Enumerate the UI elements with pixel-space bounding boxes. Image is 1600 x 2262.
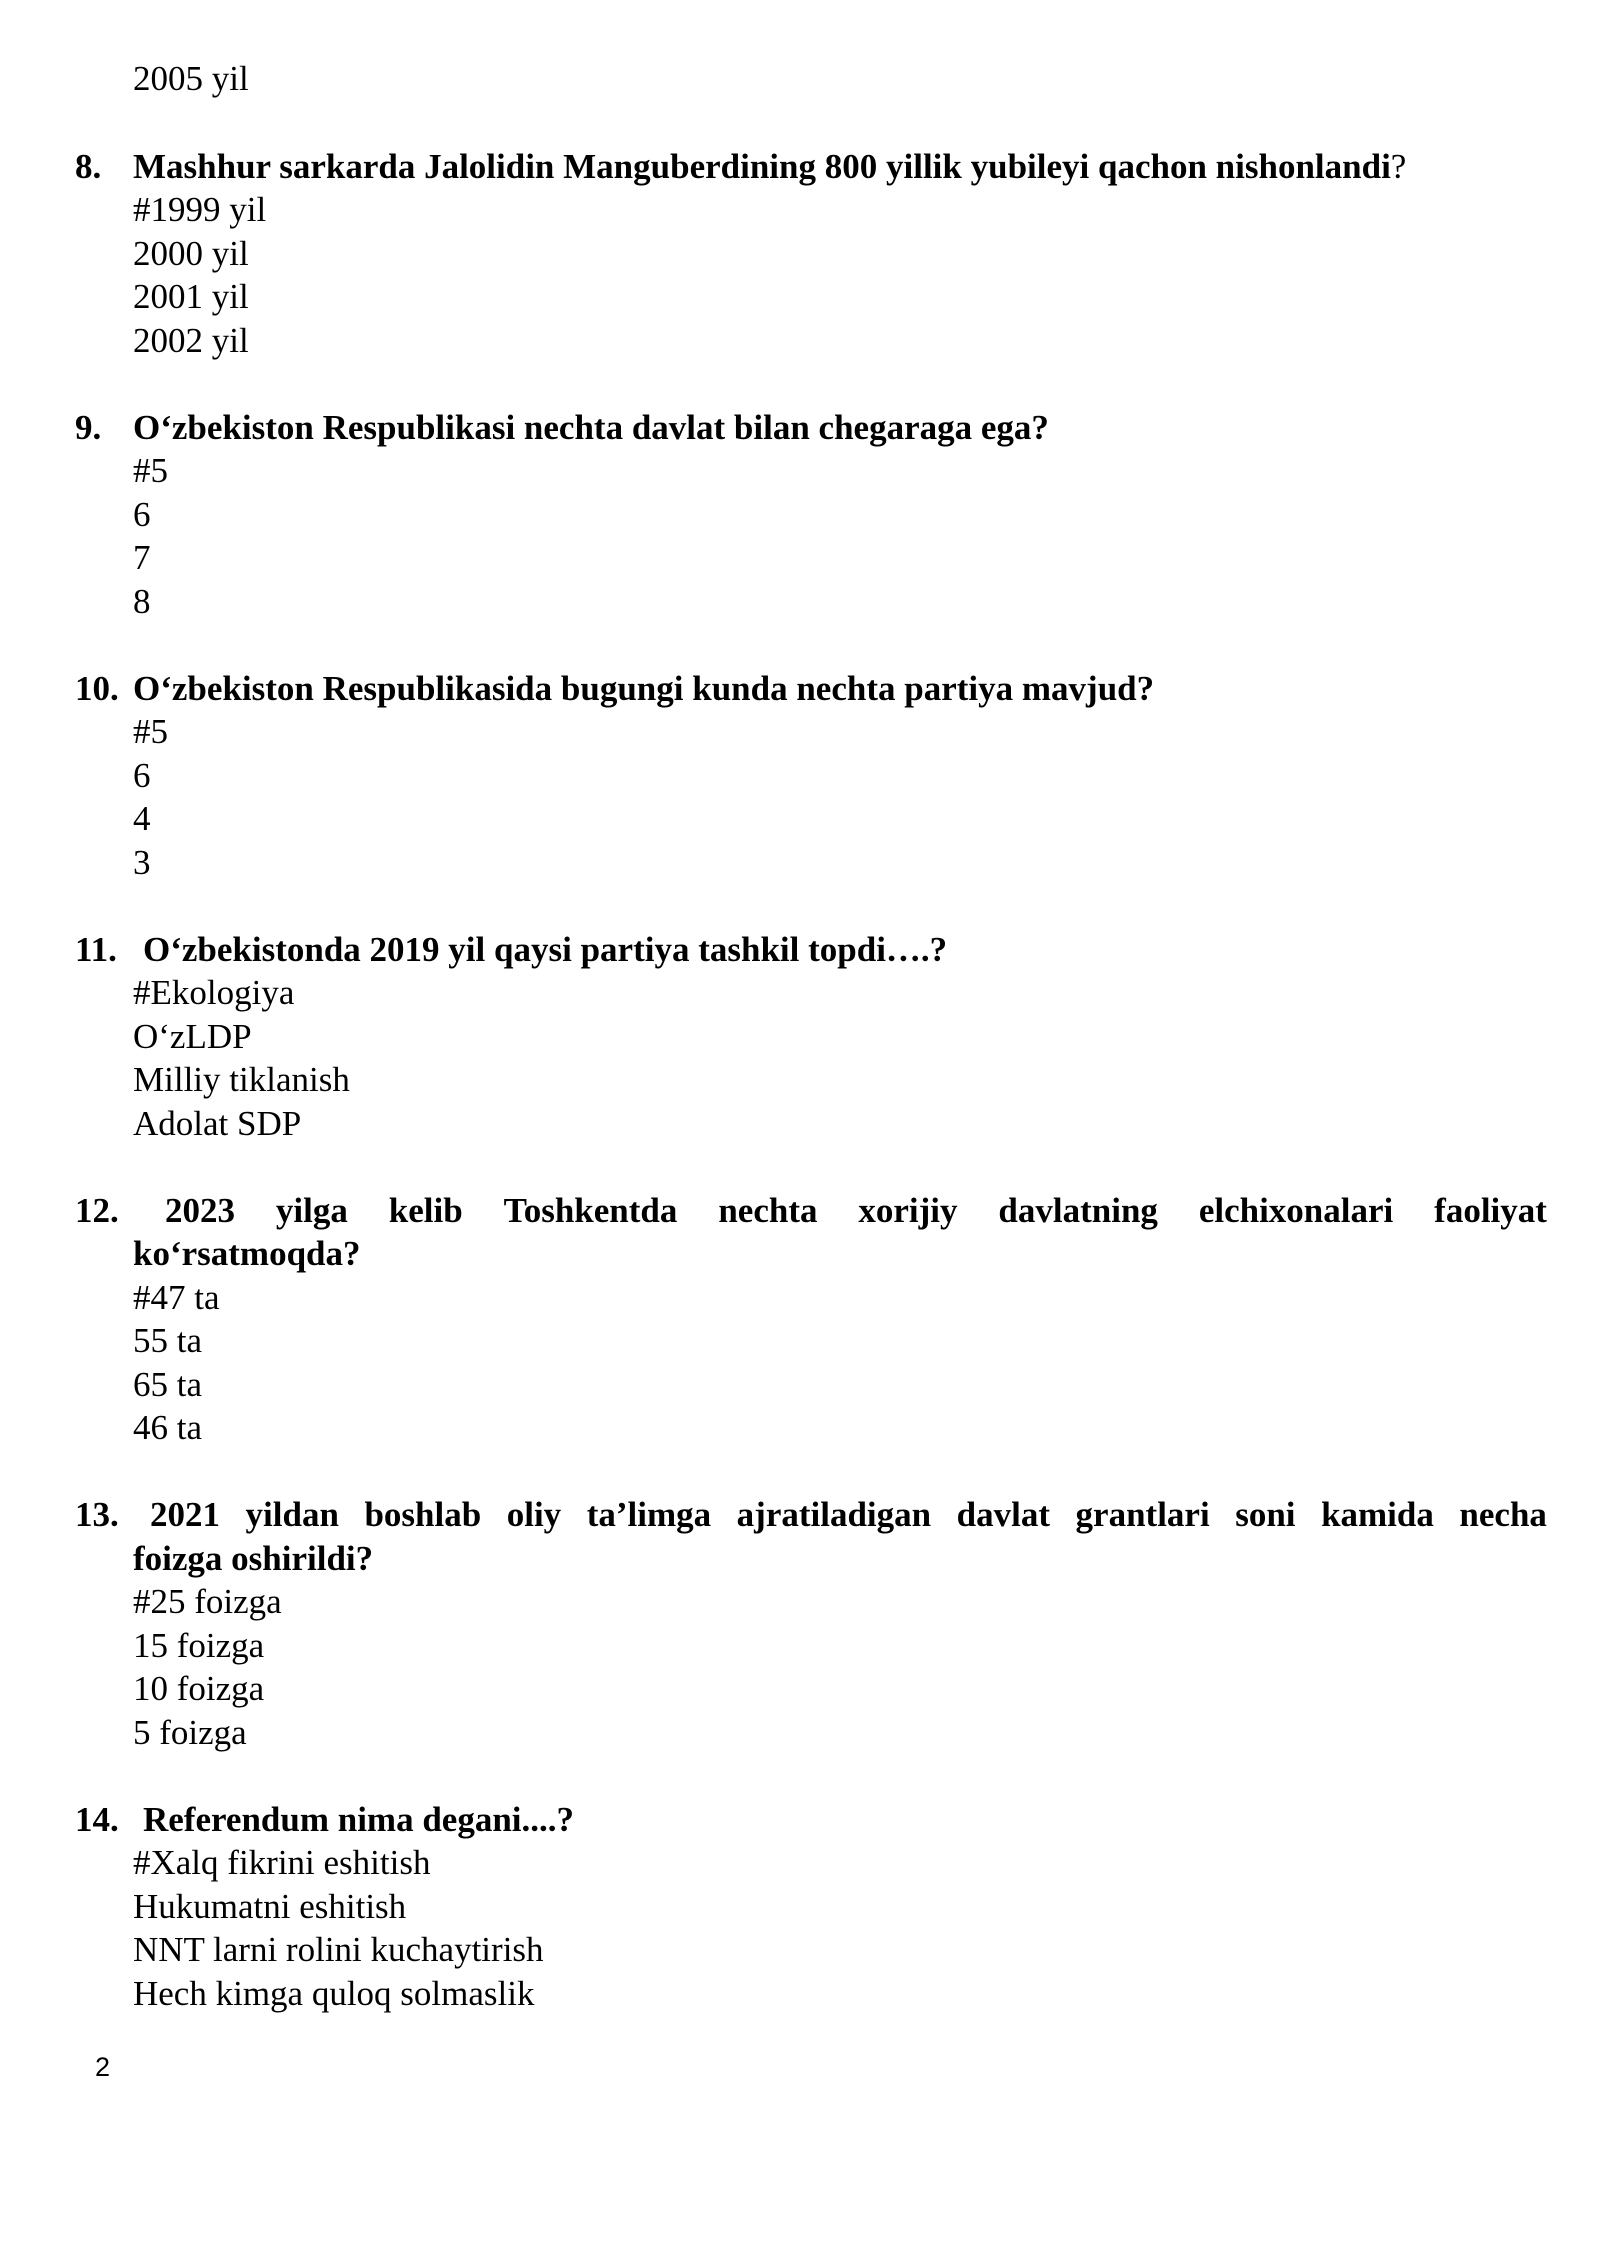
question-word: necha bbox=[1459, 1495, 1547, 1534]
question-word: xorijiy bbox=[858, 1191, 958, 1230]
answer-option: 4 bbox=[133, 799, 151, 838]
question-word: oliy bbox=[506, 1495, 562, 1534]
question-word: davlat bbox=[956, 1495, 1051, 1534]
answer-option: 2002 yil bbox=[133, 321, 249, 360]
page-number: 2 bbox=[95, 2052, 111, 2082]
answer-option: Milliy tiklanish bbox=[133, 1060, 350, 1099]
answer-option: 46 ta bbox=[133, 1408, 203, 1447]
question-mark: ? bbox=[1390, 147, 1407, 186]
question-text-line-2: foizga oshirildi? bbox=[133, 1539, 374, 1578]
answer-option: 6 bbox=[133, 756, 151, 795]
question-word: Toshkentda bbox=[503, 1191, 678, 1230]
answer-option: 5 foizga bbox=[133, 1713, 247, 1752]
question-word: boshlab bbox=[364, 1495, 482, 1534]
question-number: 12. bbox=[75, 1191, 119, 1230]
answer-option: 2001 yil bbox=[133, 277, 249, 316]
answer-option: 15 foizga bbox=[133, 1626, 265, 1665]
answer-option: NNT larni rolini kuchaytirish bbox=[133, 1930, 544, 1969]
question-number: 8. bbox=[75, 147, 102, 186]
answer-option: 8 bbox=[133, 582, 151, 621]
question-word: 2023 bbox=[165, 1191, 235, 1230]
question-word: ta’limga bbox=[586, 1495, 712, 1534]
question-word: kamida bbox=[1321, 1495, 1434, 1534]
answer-option: #1999 yil bbox=[133, 190, 267, 229]
answer-option: 3 bbox=[133, 843, 151, 882]
answer-option: #Xalq fikrini eshitish bbox=[133, 1843, 431, 1882]
question-number: 11. bbox=[75, 930, 117, 969]
answer-option: 6 bbox=[133, 495, 151, 534]
answer-option: 10 foizga bbox=[133, 1669, 265, 1708]
question-text: O‘zbekiston Respublikasi nechta davlat bilan chegaraga ega? bbox=[133, 408, 1049, 447]
previous-question-option: 2005 yil bbox=[133, 59, 249, 98]
answer-option: #Ekologiya bbox=[133, 973, 295, 1012]
answer-option: #47 ta bbox=[133, 1278, 220, 1317]
answer-option: #5 bbox=[133, 712, 168, 751]
answer-option: Adolat SDP bbox=[133, 1104, 302, 1143]
answer-option: 2000 yil bbox=[133, 234, 249, 273]
answer-option: Hukumatni eshitish bbox=[133, 1887, 407, 1926]
question-text-line-1 bbox=[150, 1493, 1547, 1537]
question-text: Referendum nima degani....? bbox=[143, 1800, 575, 1839]
question-word: soni bbox=[1235, 1495, 1296, 1534]
question-word: faoliyat bbox=[1434, 1191, 1547, 1230]
answer-option: 65 ta bbox=[133, 1365, 203, 1404]
question-word: 2021 bbox=[150, 1495, 220, 1534]
answer-option: 7 bbox=[133, 538, 151, 577]
question-word: kelib bbox=[388, 1191, 463, 1230]
question-text-main: Mashhur sarkarda Jalolidin Manguberdining 800 yillik yubileyi qachon nishonlandi bbox=[133, 147, 1391, 186]
question-number: 10. bbox=[75, 669, 119, 708]
answer-option: 55 ta bbox=[133, 1321, 203, 1360]
question-text bbox=[133, 145, 1406, 189]
question-number: 14. bbox=[75, 1800, 119, 1839]
question-word: elchixonalari bbox=[1198, 1191, 1394, 1230]
question-text: O‘zbekiston Respublikasida bugungi kunda nechta partiya mavjud? bbox=[133, 669, 1155, 708]
answer-option: Hech kimga quloq solmaslik bbox=[133, 1974, 535, 2013]
question-number: 13. bbox=[75, 1495, 119, 1534]
question-text-line-1 bbox=[165, 1189, 1547, 1233]
question-word: grantlari bbox=[1075, 1495, 1210, 1534]
answer-option: #5 bbox=[133, 451, 168, 490]
question-word: yildan bbox=[245, 1495, 339, 1534]
question-number: 9. bbox=[75, 408, 102, 447]
question-word: davlatning bbox=[998, 1191, 1158, 1230]
answer-option: O‘zLDP bbox=[133, 1017, 252, 1056]
question-text: O‘zbekistonda 2019 yil qaysi partiya tashkil topdi….? bbox=[143, 930, 948, 969]
question-word: ajratiladigan bbox=[736, 1495, 932, 1534]
question-text-line-2: ko‘rsatmoqda? bbox=[133, 1234, 361, 1273]
question-word: yilga bbox=[275, 1191, 348, 1230]
answer-option: #25 foizga bbox=[133, 1582, 282, 1621]
question-word: nechta bbox=[718, 1191, 818, 1230]
